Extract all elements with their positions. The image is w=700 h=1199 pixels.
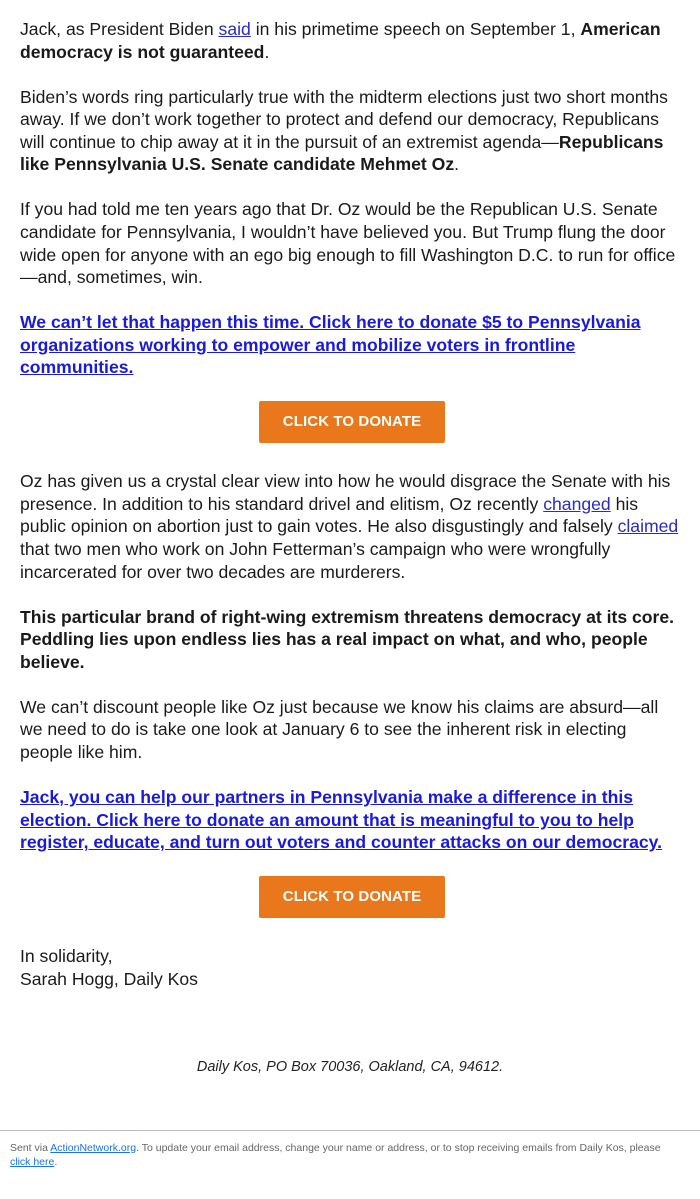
footer-divider [0, 1130, 700, 1131]
click-to-donate-button[interactable]: CLICK TO DONATE [259, 876, 445, 918]
emphasis-text: Republicans like Pennsylvania U.S. Senate candidate Mehmet Oz [20, 131, 664, 175]
text: in his primetime speech on September 1, [250, 19, 581, 39]
said-link[interactable]: said [218, 19, 251, 39]
paragraph-oz-background: If you had told me ten years ago that Dr. Oz would be the Republican U.S. Senate candidate for Pennsylvania, I wouldn’t have believed you. But Trump flung the door wide open for anyone with an ego big enough to fill Washington D.C. to run for office—and, sometimes, win. [20, 199, 676, 288]
donate-button-row-2 [20, 876, 684, 918]
signoff [20, 945, 684, 990]
click-to-donate-button[interactable]: CLICK TO DONATE [259, 401, 445, 443]
paragraph-january-6: We can’t discount people like Oz just because we know his claims are absurd—all we need to do is take one look at January 6 to see the inherent risk in electing people like him. [20, 696, 659, 762]
signoff-line: In solidarity, [20, 946, 113, 967]
emphasis-text: American democracy is not guaranteed [20, 19, 661, 62]
text: Oz has given us a crystal clear view into how he would disgrace the Senate with his presence. In addition to his standard drivel and elitism, Oz recently [20, 471, 671, 514]
actionnetwork-link[interactable]: ActionNetwork.org [50, 1142, 137, 1154]
unsubscribe-link[interactable]: click here [10, 1156, 55, 1168]
text: . [264, 41, 270, 62]
claimed-link[interactable]: claimed [617, 516, 679, 537]
cta-paragraph-1 [20, 311, 684, 379]
text: that two men who work on John Fetterman’s campaign who were wrongfully incarcerated for over two decades are murderers. [20, 539, 611, 582]
text: Jack, as President Biden [20, 19, 219, 39]
email-body [20, 18, 684, 990]
footer-address: Daily Kos, PO Box 70036, Oakland, CA, 94612. [196, 1059, 504, 1075]
paragraph-intro [20, 18, 684, 63]
paragraph-oz-senate [20, 470, 684, 583]
footer-unsubscribe-note [10, 1141, 680, 1169]
donate-amount-link[interactable]: Jack, you can help our partners in Pennsylvania make a difference in this election. Click here to donate an amount that is meaningful to you to help register, educate, and turn out voters and counter attacks on our democracy. [20, 786, 663, 853]
text: his public opinion on abortion just to gain votes. He also disgustingly and falsely [20, 493, 639, 537]
paragraph-extremism: This particular brand of right-wing extremism threatens democracy at its core. Peddling lies upon endless lies has a real impact on what, and who, people believe. [20, 606, 675, 672]
paragraph-midterms [20, 86, 684, 176]
text: . [54, 1156, 58, 1168]
donate-button-row-1 [20, 401, 684, 443]
text: Biden’s words ring particularly true with the midterm elections just two short months away. If we don’t work together to protect and defend our democracy, Republicans will continue to chip away at it in the pursuit of an extremist agenda— [20, 86, 668, 152]
text: Sent via [10, 1142, 51, 1154]
text: . To update your email address, change your name or address, or to stop receiving emails from Daily Kos, please [136, 1142, 661, 1154]
changed-link[interactable]: changed [543, 493, 611, 514]
donate-5-link[interactable]: We can’t let that happen this time. Click here to donate $5 to Pennsylvania organizations working to empower and mobilize voters in frontline communities. [20, 312, 641, 378]
cta-paragraph-2 [20, 786, 684, 854]
signature: Sarah Hogg, Daily Kos [20, 968, 198, 989]
text: . [454, 154, 460, 175]
